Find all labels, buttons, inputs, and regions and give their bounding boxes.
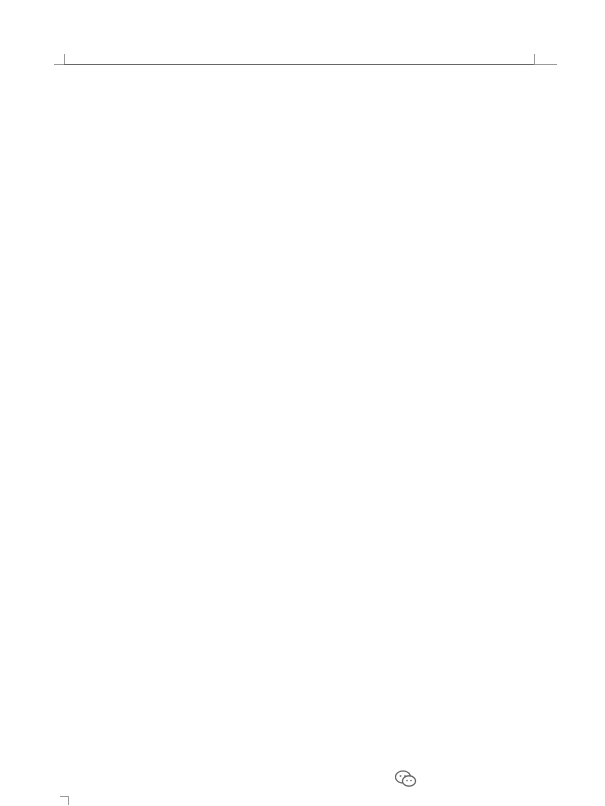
pinyin-row [0, 78, 605, 102]
pinyin-row [0, 451, 605, 475]
watermark [395, 765, 423, 793]
pinyin-row [0, 377, 605, 401]
header-rule [64, 64, 534, 65]
pinyin-row [0, 301, 605, 325]
hanzi-row [0, 115, 605, 139]
pinyin-row [0, 600, 605, 624]
hanzi-row [0, 711, 605, 735]
pinyin-row [0, 675, 605, 699]
hanzi-row [0, 339, 605, 363]
hanzi-row [0, 488, 605, 512]
header-corner-right [534, 54, 557, 65]
wechat-icon [395, 770, 417, 788]
hanzi-row [0, 412, 605, 436]
hanzi-row [0, 637, 605, 661]
hanzi-row [0, 263, 605, 287]
pinyin-row [0, 228, 605, 252]
footer-corner [60, 796, 69, 805]
